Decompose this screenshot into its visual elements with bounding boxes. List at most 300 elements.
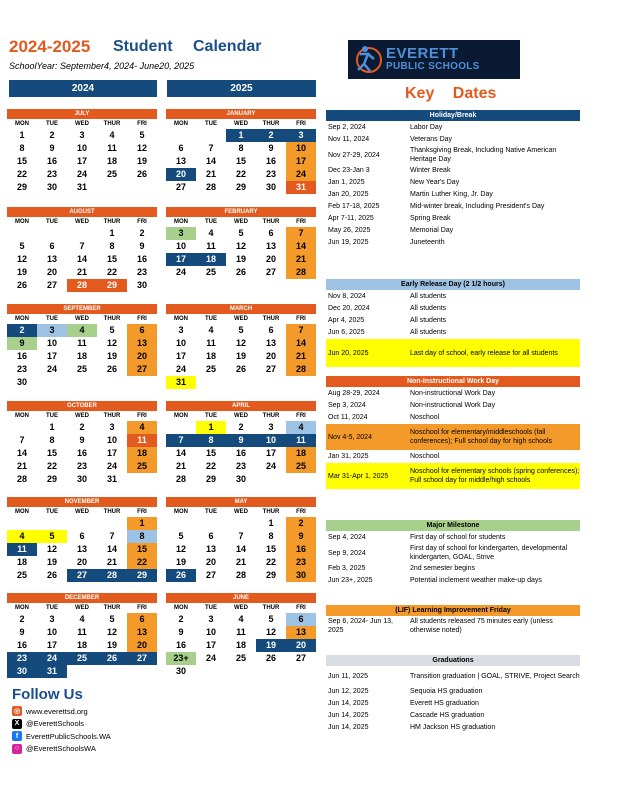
day-cell: 21 [76, 267, 87, 277]
key-date: Nov 27-29, 2024 [328, 151, 380, 159]
key-date-row [326, 667, 580, 685]
week-row [166, 652, 316, 665]
day-cell [286, 665, 316, 678]
day-cell: 30 [265, 182, 276, 192]
day-cell: 24 [46, 364, 57, 374]
day-cell: 5 [19, 241, 25, 251]
key-date: Jun 14, 2025 [328, 712, 369, 719]
facebook-icon: f [12, 731, 22, 741]
day-cell: 17 [166, 253, 196, 266]
day-cell: 26 [97, 652, 127, 665]
logo-text-public-schools: PUBLIC SCHOOLS [386, 60, 480, 72]
key-event: Winter Break [410, 167, 451, 174]
globe-icon: ◎ [13, 708, 21, 715]
weekday-label: MON [174, 219, 188, 225]
weekday-header [166, 411, 316, 421]
key-event: Labor Day [410, 124, 443, 131]
day-cell [127, 665, 157, 678]
day-cell: 24 [76, 169, 87, 179]
key-event: Non-instructional Work Day [410, 390, 496, 397]
weekday-label: FRI [296, 219, 306, 225]
day-cell: 17 [175, 351, 186, 361]
day-cell [7, 421, 37, 434]
social-link[interactable] [12, 744, 96, 754]
day-cell: 7 [109, 531, 115, 541]
month-name: SEPTEMBER [7, 304, 157, 314]
day-cell: 5 [37, 530, 67, 543]
day-cell: 30 [175, 666, 186, 676]
day-cell: 2 [7, 324, 37, 337]
key-event: Spring Break [410, 215, 451, 222]
day-cell: 20 [127, 350, 157, 363]
day-cell: 13 [265, 241, 276, 251]
key-date-row [326, 291, 580, 302]
weekday-label: FRI [137, 316, 147, 322]
day-cell: 3 [109, 422, 115, 432]
day-cell: 27 [295, 653, 306, 663]
key-date-row [326, 463, 580, 489]
day-cell: 2 [79, 422, 85, 432]
week-row [166, 227, 316, 240]
week-row [7, 363, 157, 376]
key-event: All students [410, 293, 447, 300]
key-date: Nov 11, 2024 [328, 136, 370, 143]
day-cell: 17 [265, 448, 276, 458]
key-date-row [326, 315, 580, 326]
key-section [326, 376, 580, 489]
day-cell: 25 [127, 460, 157, 473]
month-name: MARCH [166, 304, 316, 314]
week-row [166, 530, 316, 543]
day-cell: 18 [127, 447, 157, 460]
day-cell: 19 [46, 557, 57, 567]
day-cell [196, 129, 226, 142]
day-cell: 9 [49, 143, 55, 153]
day-cell: 27 [205, 570, 216, 580]
day-cell: 2 [139, 228, 145, 238]
key-date-row [326, 412, 580, 423]
key-date-row [326, 303, 580, 314]
day-cell: 8 [268, 531, 274, 541]
social-link-text: EverettPublicSchools.WA [26, 731, 111, 741]
day-cell: 25 [205, 364, 216, 374]
day-cell: 6 [268, 325, 274, 335]
weekday-label: WED [75, 316, 89, 322]
week-row [7, 142, 157, 155]
week-row [7, 181, 157, 194]
district-logo [348, 40, 520, 79]
day-cell [67, 227, 97, 240]
day-cell: 30 [16, 377, 27, 387]
month-december [7, 593, 157, 678]
day-cell [97, 181, 127, 194]
day-cell: 23 [286, 556, 316, 569]
key-date-row [326, 122, 580, 133]
day-cell: 9 [7, 337, 37, 350]
key-date: Sep 9, 2024 [328, 549, 366, 557]
day-cell: 26 [16, 280, 27, 290]
section-heading: (LIF) Learning Improvement Friday [326, 605, 580, 616]
weekday-label: WED [234, 509, 248, 515]
day-cell: 11 [206, 338, 216, 348]
day-cell: 19 [106, 640, 117, 650]
day-cell: 12 [46, 544, 57, 554]
month-july [7, 109, 157, 194]
day-cell: 10 [76, 143, 87, 153]
month-may [166, 497, 316, 582]
weekday-label: TUE [205, 509, 217, 515]
day-cell: 19 [106, 351, 117, 361]
day-cell: 15 [205, 448, 216, 458]
week-row [166, 556, 316, 569]
day-cell: 30 [76, 474, 87, 484]
day-cell [127, 376, 157, 389]
day-cell: 12 [235, 241, 246, 251]
day-cell: 30 [235, 474, 246, 484]
weekday-label: TUE [205, 219, 217, 225]
day-cell: 21 [286, 253, 316, 266]
x-icon: X [12, 719, 22, 729]
section-heading: Major Milestone [326, 520, 580, 531]
key-section [326, 279, 580, 367]
day-cell: 6 [79, 531, 85, 541]
day-cell: 1 [226, 129, 256, 142]
month-name: OCTOBER [7, 401, 157, 411]
key-date-row [326, 201, 580, 212]
day-cell: 16 [175, 640, 186, 650]
day-cell: 5 [268, 614, 274, 624]
weekday-label: WED [234, 413, 248, 419]
day-cell: 6 [178, 143, 184, 153]
day-cell: 21 [286, 350, 316, 363]
week-row [7, 168, 157, 181]
week-row [166, 613, 316, 626]
day-cell: 20 [265, 254, 276, 264]
day-cell: 8 [109, 241, 115, 251]
title-word-student: Student [113, 38, 173, 55]
key-date: Mar 31-Apr 1, 2025 [328, 472, 389, 480]
day-cell: 4 [109, 130, 115, 140]
day-cell: 28 [286, 266, 316, 279]
key-dates-heading: Key Dates [405, 85, 497, 102]
week-row [166, 460, 316, 473]
day-cell [97, 376, 127, 389]
day-cell: 19 [175, 557, 186, 567]
day-cell: 9 [286, 530, 316, 543]
month-name: NOVEMBER [7, 497, 157, 507]
day-cell: 9 [268, 143, 274, 153]
day-cell: 31 [37, 665, 67, 678]
day-cell: 3 [49, 614, 55, 624]
day-cell: 27 [175, 182, 186, 192]
key-date-row [326, 451, 580, 462]
calendar-year-title: 2024-2025 [9, 37, 91, 56]
month-october [7, 401, 157, 486]
day-cell: 24 [205, 653, 216, 663]
day-cell: 8 [19, 143, 25, 153]
day-cell: 29 [97, 279, 127, 292]
day-cell: 29 [16, 182, 27, 192]
social-link-text: www.everettsd.org [26, 706, 88, 716]
day-cell: 29 [46, 474, 57, 484]
key-event: 2nd semester begins [410, 565, 475, 572]
day-cell [196, 376, 226, 389]
weekday-label: MON [15, 605, 29, 611]
day-cell: 14 [205, 156, 216, 166]
key-date-row [326, 339, 580, 367]
social-link[interactable] [12, 731, 111, 741]
week-row [7, 447, 157, 460]
day-cell: 16 [235, 448, 246, 458]
day-cell: 7 [208, 143, 214, 153]
day-cell: 3 [286, 129, 316, 142]
key-section [326, 605, 580, 635]
day-cell: 15 [265, 544, 276, 554]
day-cell: 16 [265, 156, 276, 166]
day-cell: 3 [208, 614, 214, 624]
day-cell [37, 227, 67, 240]
day-cell: 12 [106, 338, 117, 348]
day-cell: 22 [235, 169, 246, 179]
day-cell: 23 [136, 267, 147, 277]
weekday-label: THUR [103, 219, 121, 225]
day-cell: 6 [127, 324, 157, 337]
day-cell: 20 [265, 351, 276, 361]
key-date-row [326, 237, 580, 248]
day-cell: 22 [16, 169, 27, 179]
key-date-row [326, 686, 580, 697]
weekday-header [166, 217, 316, 227]
day-cell: 17 [46, 351, 57, 361]
day-cell: 5 [178, 531, 184, 541]
day-cell: 25 [76, 364, 87, 374]
day-cell [7, 227, 37, 240]
week-row [166, 434, 316, 447]
weekday-header [166, 603, 316, 613]
day-cell [256, 376, 286, 389]
key-date: Jun 20, 2025 [328, 349, 369, 357]
key-date-row [326, 146, 580, 164]
week-row [166, 181, 316, 194]
key-date: Jun 6, 2025 [328, 329, 365, 336]
key-date: May 26, 2025 [328, 227, 371, 234]
week-row [166, 155, 316, 168]
weekday-label: WED [75, 605, 89, 611]
weekday-header [166, 119, 316, 129]
weekday-label: MON [15, 219, 29, 225]
month-march [166, 304, 316, 389]
key-date-row [326, 388, 580, 399]
day-cell: 11 [236, 627, 246, 637]
day-cell: 5 [238, 228, 244, 238]
weekday-label: FRI [137, 219, 147, 225]
day-cell: 1 [109, 228, 115, 238]
month-name: APRIL [166, 401, 316, 411]
weekday-label: FRI [296, 316, 306, 322]
day-cell: 10 [256, 434, 286, 447]
week-row [7, 266, 157, 279]
day-cell: 6 [49, 241, 55, 251]
key-date: Jun 14, 2025 [328, 700, 369, 707]
day-cell: 2 [178, 614, 184, 624]
key-event: All students [410, 317, 447, 324]
day-cell: 28 [175, 474, 186, 484]
key-section [326, 110, 580, 248]
day-cell: 10 [106, 435, 117, 445]
day-cell: 10 [205, 627, 216, 637]
weekday-header [7, 603, 157, 613]
day-cell: 4 [127, 421, 157, 434]
weekday-label: TUE [205, 316, 217, 322]
weekday-label: WED [234, 316, 248, 322]
day-cell: 27 [127, 363, 157, 376]
key-date: Apr 7-11, 2025 [328, 215, 374, 222]
day-cell: 21 [235, 557, 246, 567]
key-date-row [326, 327, 580, 338]
day-cell: 30 [136, 280, 147, 290]
day-cell: 18 [106, 156, 117, 166]
day-cell: 10 [175, 241, 186, 251]
section-heading: Non-Instructional Work Day [326, 376, 580, 387]
day-cell: 7 [286, 227, 316, 240]
month-november [7, 497, 157, 582]
day-cell: 18 [76, 351, 87, 361]
day-cell: 26 [265, 653, 276, 663]
week-row [7, 434, 157, 447]
weekday-label: THUR [262, 509, 280, 515]
key-event: Thanksgiving Break, Including Native American Heritage Day [410, 147, 557, 163]
key-date: Aug 28-29, 2024 [328, 390, 380, 397]
title-word-calendar: Calendar [193, 38, 262, 55]
weekday-label: THUR [103, 605, 121, 611]
day-cell: 1 [268, 518, 274, 528]
day-cell: 22 [205, 461, 216, 471]
week-row [166, 129, 316, 142]
day-cell: 24 [106, 461, 117, 471]
week-row [7, 613, 157, 626]
day-cell: 7 [19, 435, 25, 445]
weekday-label: THUR [103, 413, 121, 419]
day-cell: 30 [46, 182, 57, 192]
key-date: Feb 17-18, 2025 [328, 203, 380, 210]
day-cell: 29 [127, 569, 157, 582]
day-cell: 29 [235, 182, 246, 192]
week-row [7, 155, 157, 168]
key-date-row [326, 698, 580, 709]
key-date-row [326, 544, 580, 562]
weekday-label: TUE [46, 509, 58, 515]
runner-logo-icon [348, 40, 386, 79]
weekday-label: MON [174, 509, 188, 515]
day-cell: 9 [79, 435, 85, 445]
day-cell: 23 [76, 461, 87, 471]
social-link-text: @EverettSchools [26, 719, 85, 728]
weekday-label: FRI [137, 121, 147, 127]
key-date: Jan 31, 2025 [328, 453, 369, 460]
day-cell: 7 [238, 531, 244, 541]
day-cell: 15 [46, 448, 57, 458]
key-section [326, 520, 580, 586]
day-cell: 26 [166, 569, 196, 582]
social-link[interactable] [12, 706, 88, 716]
social-link-text: @EverettSchoolsWA [26, 744, 96, 753]
weekday-label: MON [15, 413, 29, 419]
week-row [7, 639, 157, 652]
weekday-label: THUR [262, 121, 280, 127]
week-row [7, 240, 157, 253]
day-cell: 10 [286, 142, 316, 155]
weekday-label: THUR [103, 509, 121, 515]
day-cell: 1 [49, 422, 55, 432]
month-august [7, 207, 157, 292]
day-cell: 22 [106, 267, 117, 277]
key-date: Sep 3, 2024 [328, 402, 366, 409]
key-date: Dec 20, 2024 [328, 305, 370, 312]
day-cell: 8 [49, 435, 55, 445]
weekday-header [166, 314, 316, 324]
day-cell: 16 [46, 156, 57, 166]
key-date: Apr 4, 2025 [328, 317, 365, 324]
day-cell: 18 [196, 253, 226, 266]
weekday-label: THUR [262, 316, 280, 322]
day-cell: 23 [16, 364, 27, 374]
key-date-row [326, 134, 580, 145]
key-event: Juneteenth [410, 239, 445, 246]
week-row [166, 168, 316, 181]
key-event: Noschool for elementary/middleschools (fall conferences); Full school day for high schools [410, 429, 553, 445]
day-cell: 4 [238, 614, 244, 624]
weekday-label: WED [234, 121, 248, 127]
day-cell [97, 517, 127, 530]
day-cell: 18 [16, 557, 27, 567]
day-cell: 16 [76, 448, 87, 458]
day-cell: 21 [175, 461, 186, 471]
day-cell: 26 [136, 169, 147, 179]
day-cell: 29 [265, 570, 276, 580]
day-cell: 16 [136, 254, 147, 264]
day-cell: 20 [46, 267, 57, 277]
day-cell: 15 [235, 156, 246, 166]
key-event: Sequoia HS graduation [410, 688, 483, 695]
week-row [166, 569, 316, 582]
day-cell: 24 [265, 461, 276, 471]
day-cell: 30 [286, 569, 316, 582]
key-date-row [326, 177, 580, 188]
month-june [166, 593, 316, 678]
day-cell: 4 [208, 228, 214, 238]
day-cell: 24 [286, 168, 316, 181]
day-cell [226, 517, 256, 530]
day-cell: 18 [76, 640, 87, 650]
key-event: Potential inclement weather make-up days [410, 577, 542, 584]
day-cell: 14 [235, 544, 246, 554]
month-name: JUNE [166, 593, 316, 603]
month-name: JULY [7, 109, 157, 119]
week-row [166, 266, 316, 279]
day-cell: 13 [175, 156, 186, 166]
key-date-row [326, 532, 580, 543]
day-cell: 14 [175, 448, 186, 458]
week-row [7, 421, 157, 434]
week-row [7, 569, 157, 582]
weekday-label: THUR [103, 121, 121, 127]
social-link[interactable] [12, 719, 84, 729]
week-row [7, 337, 157, 350]
day-cell [127, 181, 157, 194]
day-cell [7, 517, 37, 530]
week-row [7, 652, 157, 665]
day-cell: 12 [136, 143, 147, 153]
